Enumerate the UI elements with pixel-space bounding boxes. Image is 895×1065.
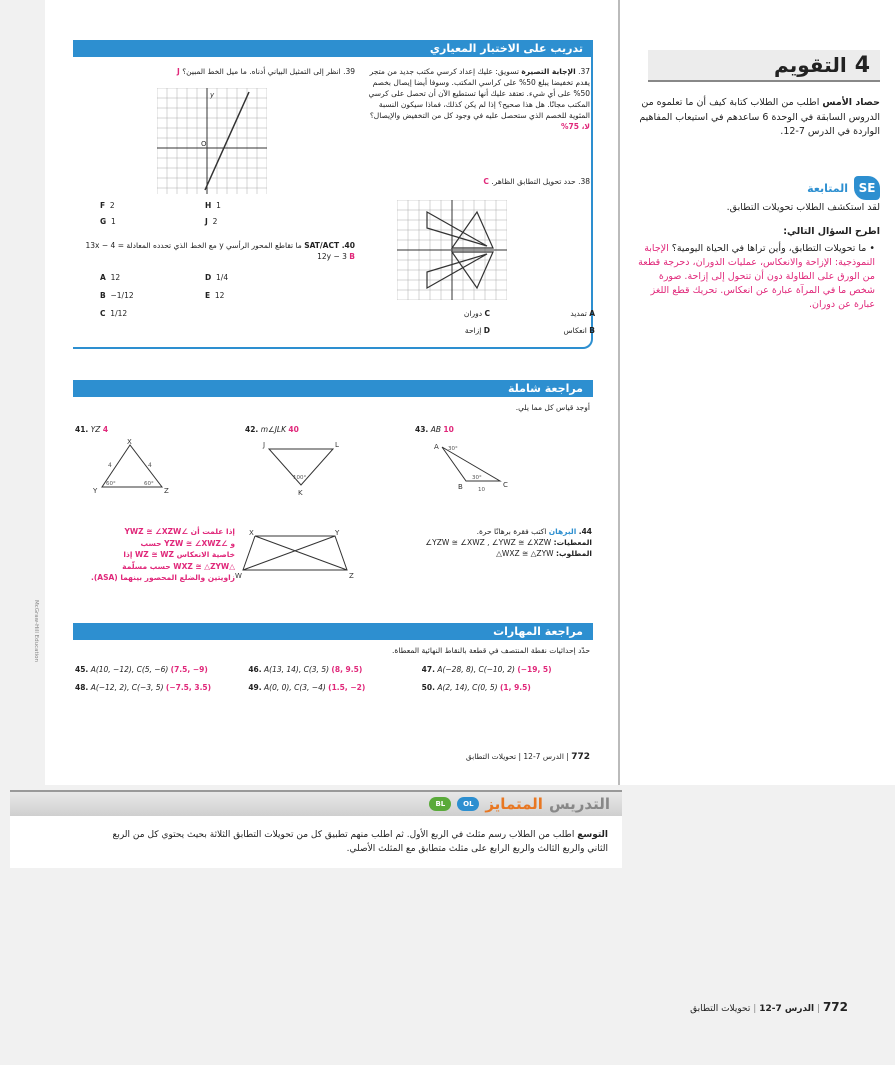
standardized-test-header: تدريب على الاختبار المعياري	[73, 40, 593, 57]
svg-text:10: 10	[478, 487, 485, 493]
skill-item-47: 47. A(−28, 8), C(−10, 2) (−19, 5)	[421, 665, 552, 674]
skills-instruction: حدّد إحداثيات نقطة المنتصف في قطعة بالنقاط النهائية المعطاة.	[392, 646, 590, 655]
triangle-abc	[430, 437, 530, 497]
step-number: 4	[854, 52, 870, 78]
question-text: انظر إلى التمثيل البياني أدناه. ما ميل الخط المبين؟	[182, 67, 341, 76]
svg-text:60°: 60°	[106, 481, 116, 487]
answer: J	[177, 67, 180, 76]
svg-text:B: B	[458, 483, 463, 491]
svg-text:30°: 30°	[472, 475, 482, 481]
svg-text:y: y	[210, 91, 215, 99]
review-instruction: أوجد قياس كل مما يلي.	[515, 403, 590, 412]
skill-item-45: 45. A(10, −12), C(5, −6) (7.5, −9)	[75, 665, 208, 674]
question-37	[365, 66, 590, 132]
choice-b: B انعكاس	[563, 326, 595, 335]
comprehensive-review-header: مراجعة شاملة	[73, 380, 593, 397]
skills-review-header: مراجعة المهارات	[73, 623, 593, 640]
question-39	[85, 66, 355, 77]
choice-g: G 1	[100, 217, 116, 226]
answer: لا، 75%	[561, 122, 590, 131]
skill-item-48: 48. A(−12, 2), C(−3, 5) (−7.5, 3.5)	[75, 683, 212, 692]
teacher-column	[620, 0, 895, 785]
question-text: ما تقاطع المحور الرأسي y مع الخط الذي تحدده المعادلة	[126, 241, 302, 250]
question-38	[375, 176, 590, 187]
question-number: 37.	[578, 67, 590, 76]
svg-text:J: J	[263, 441, 266, 449]
yesterday-section: حصاد الأمس اطلب من الطلاب كتابة كيف أن ما تعلموه من الدروس السابقة في الوحدة 6 ساعدهم في استيعاب المفاهيم الواردة في الدرس 7-12.	[639, 97, 880, 137]
ask-title: اطرح السؤال التالي:	[783, 226, 880, 237]
svg-text:Z: Z	[164, 487, 169, 495]
svg-text:100°: 100°	[293, 475, 307, 481]
svg-text:4: 4	[148, 462, 152, 469]
rotation-graph	[397, 200, 507, 300]
choice-f: F 2	[100, 201, 115, 210]
se-icon: SE	[854, 176, 880, 200]
question-number: SAT/ACT .40	[304, 241, 355, 250]
q44-answer: إذا علمت أن ∠YWZ ≅ ∠XZW و ∠YZW ≅ ∠XWZ حسب خاصية الانعكاس WZ ≅ WZ إذا △WXZ ≅ △ZYW حسب مسلّمة زاويتين والضلع المحصور بينهما (ASA).	[91, 527, 235, 582]
svg-text:30°: 30°	[448, 446, 458, 452]
publisher-credit: McGraw-Hill Education	[33, 600, 39, 662]
svg-text:X: X	[249, 529, 254, 537]
svg-text:K: K	[298, 489, 303, 497]
skills-items	[75, 664, 595, 693]
svg-text:Y: Y	[93, 487, 98, 495]
choice-a: A 12	[100, 273, 121, 282]
svg-text:Z: Z	[349, 572, 354, 580]
choice-d: D إزاحة	[464, 326, 490, 335]
question-label: الإجابة التصيرة	[521, 67, 576, 76]
question-text: حدد تحويل التطابق الظاهر.	[491, 177, 576, 186]
followup-text: لقد استكشف الطلاب تحويلات التطابق.	[726, 202, 880, 213]
svg-text:60°: 60°	[144, 481, 154, 487]
ol-badge: OL	[457, 797, 479, 811]
skill-item-46: 46. A(13, 14), C(3, 5) (8, 9.5)	[248, 665, 363, 674]
diff-title: التدريس	[548, 795, 610, 813]
choice-a: A تمديد	[570, 309, 595, 318]
review-item-42: 42. m∠JLK 40	[245, 425, 299, 434]
question-40	[85, 240, 355, 262]
student-page-footer: 772 | الدرس 7-12 | تحويلات التطابق	[465, 752, 590, 762]
equation: 13x − 4 = 12y − 3	[85, 241, 347, 261]
question-number: 38.	[578, 177, 590, 186]
page-footer: 772 | الدرس 7-12 | تحويلات التطابق	[690, 1000, 848, 1014]
proof-figure	[235, 528, 360, 580]
choice-b: B −1/12	[100, 291, 134, 300]
q40-choices	[100, 272, 310, 319]
slope-graph	[157, 88, 267, 194]
choice-h: H 1	[205, 201, 221, 210]
choice-d: D 1/4	[205, 273, 229, 282]
review-item-41: 41. YZ 4	[75, 425, 109, 434]
page-number: 772	[822, 1000, 848, 1014]
choice-j: J 2	[205, 217, 218, 226]
skill-item-50: 50. A(2, 14), C(0, 5) (1, 9.5)	[421, 683, 531, 692]
svg-text:4: 4	[108, 462, 112, 469]
lesson-number: الدرس 7-12	[759, 1004, 815, 1014]
answer: B	[349, 252, 355, 261]
assessment-header	[648, 50, 880, 82]
lesson-title: تحويلات التطابق	[690, 1004, 751, 1014]
answer: C	[483, 177, 489, 186]
svg-text:C: C	[503, 481, 508, 489]
svg-text:X: X	[127, 438, 132, 446]
q39-choices	[100, 200, 310, 227]
diff-title-accent: المتمايز	[485, 795, 543, 813]
svg-text:Y: Y	[335, 529, 340, 537]
svg-text:W: W	[235, 572, 242, 580]
student-edition-page	[33, 0, 620, 785]
triangle-jkl	[255, 437, 345, 497]
review-item-43: 43. AB 10	[415, 425, 454, 434]
choice-c: C 1/12	[100, 309, 128, 318]
followup-heading: SE المتابعة	[710, 176, 880, 200]
skill-item-49: 49. A(0, 0), C(3, −4) (1.5, −2)	[248, 683, 366, 692]
q38-choices	[385, 308, 595, 336]
triangle-xyz	[90, 437, 175, 497]
question-number: 39.	[343, 67, 355, 76]
ask-body: • ما تحويلات التطابق، وأين تراها في الحياة اليومية؟ الإجابة النموذجية: الإزاحة والانعكاس، عمليات الدوران، دحرجة قطعة من الورق على الطاولة دون أن تتحول إلى إزاحة. صورة شخص ما في المرآة عبارة عن انعكاس. تحريك قطع اللغز عبارة عن دوران.	[638, 243, 875, 310]
bl-badge: BL	[429, 797, 451, 811]
extension-section: التوسع اطلب من الطلاب رسم مثلث في الربع الأول. ثم اطلب منهم تطبيق كل من تحويلات التطابق الثلاثة بحيث يحتوي كل من الربع الثاني والربع الثالث والربع الرابع على مثلث متطابق مع المثلث الأصلي.	[10, 816, 622, 868]
svg-text:O: O	[201, 140, 207, 148]
step-title: التقويم	[774, 53, 847, 77]
question-44: 44. البرهان اكتب فقرة برهانًا حرة. المعطيات: ∠YZW ≅ ∠XWZ , ∠YWZ ≅ ∠XZW المطلوب: △WXZ ≅ △ZYW	[425, 527, 592, 558]
choice-e: E 12	[205, 291, 225, 300]
differentiated-instruction-bar	[10, 790, 622, 816]
svg-text:A: A	[434, 443, 439, 451]
question-text: تسويق: عليك إعداد كرسي مكتب جديد من متجر يقدم تخفيضا يبلغ 50% على كراسي المكتب. وسوفا أيضا إيصال بخصم 50% على أي شيء. تعتقد عليك أنها تستطيع الآن أن تحصل على كرسي المكتب مجانًا. هل هذا صحيح؟ إذا لم يكن كذلك، فماذا سيكون النسبة المئوية للخصم الذي ستحصل عليه في وجود كل من التخفيض والإيصال؟	[368, 67, 590, 120]
choice-c: C دوران	[463, 309, 490, 318]
svg-text:L: L	[335, 441, 339, 449]
